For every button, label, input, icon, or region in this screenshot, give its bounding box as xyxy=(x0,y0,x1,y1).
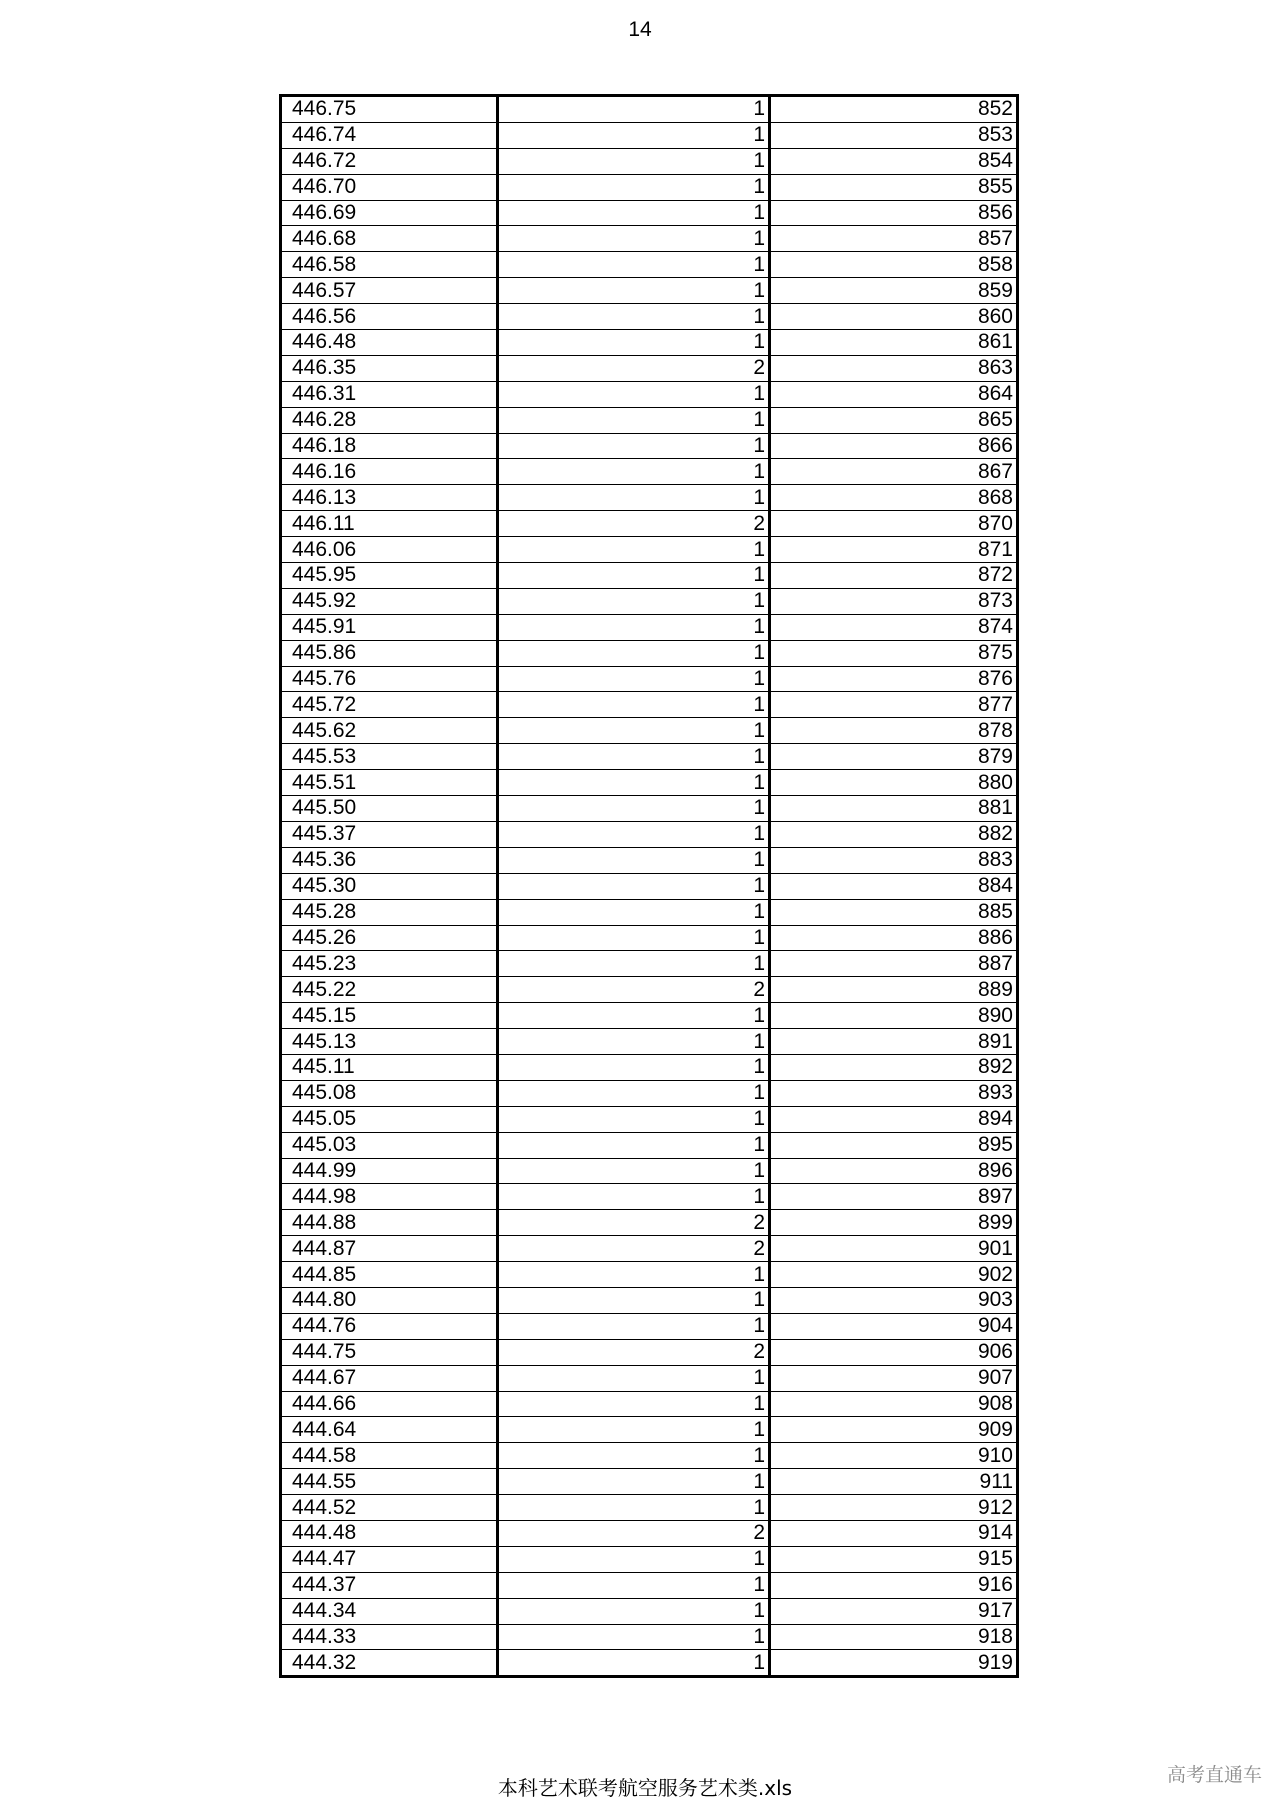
table-row xyxy=(281,200,1018,226)
score-cell: 446.35 xyxy=(281,355,498,381)
count-cell: 1 xyxy=(498,666,770,692)
count-cell: 1 xyxy=(498,200,770,226)
count-cell: 1 xyxy=(498,847,770,873)
table-row xyxy=(281,1495,1018,1521)
score-cell: 445.91 xyxy=(281,614,498,640)
cumulative-cell: 867 xyxy=(770,459,1018,485)
score-cell: 444.32 xyxy=(281,1650,498,1677)
score-cell: 445.28 xyxy=(281,899,498,925)
table-row xyxy=(281,1106,1018,1132)
count-cell: 1 xyxy=(498,899,770,925)
table-row xyxy=(281,744,1018,770)
cumulative-cell: 909 xyxy=(770,1417,1018,1443)
table-row xyxy=(281,122,1018,148)
count-cell: 1 xyxy=(498,381,770,407)
cumulative-cell: 910 xyxy=(770,1443,1018,1469)
cumulative-cell: 917 xyxy=(770,1598,1018,1624)
score-cell: 446.74 xyxy=(281,122,498,148)
cumulative-cell: 871 xyxy=(770,537,1018,563)
cumulative-cell: 855 xyxy=(770,174,1018,200)
table-row xyxy=(281,563,1018,589)
score-cell: 445.62 xyxy=(281,718,498,744)
score-cell: 446.13 xyxy=(281,485,498,511)
table-row xyxy=(281,692,1018,718)
cumulative-cell: 872 xyxy=(770,563,1018,589)
cumulative-cell: 908 xyxy=(770,1391,1018,1417)
count-cell: 1 xyxy=(498,873,770,899)
score-table-body xyxy=(281,96,1018,1677)
table-row xyxy=(281,407,1018,433)
table-row xyxy=(281,148,1018,174)
count-cell: 1 xyxy=(498,1262,770,1288)
cumulative-cell: 880 xyxy=(770,770,1018,796)
page-number: 14 xyxy=(628,18,652,41)
score-cell: 444.58 xyxy=(281,1443,498,1469)
cumulative-cell: 916 xyxy=(770,1572,1018,1598)
score-cell: 444.80 xyxy=(281,1287,498,1313)
cumulative-cell: 854 xyxy=(770,148,1018,174)
count-cell: 1 xyxy=(498,563,770,589)
score-cell: 444.55 xyxy=(281,1469,498,1495)
score-cell: 446.11 xyxy=(281,511,498,537)
score-cell: 444.75 xyxy=(281,1339,498,1365)
count-cell: 1 xyxy=(498,1132,770,1158)
table-row xyxy=(281,1365,1018,1391)
score-cell: 444.47 xyxy=(281,1546,498,1572)
score-cell: 445.86 xyxy=(281,640,498,666)
cumulative-cell: 907 xyxy=(770,1365,1018,1391)
table-row xyxy=(281,1572,1018,1598)
count-cell: 1 xyxy=(498,278,770,304)
score-cell: 445.08 xyxy=(281,1080,498,1106)
table-row xyxy=(281,96,1018,123)
count-cell: 1 xyxy=(498,1080,770,1106)
table-row xyxy=(281,278,1018,304)
table-row xyxy=(281,1339,1018,1365)
table-row xyxy=(281,381,1018,407)
cumulative-cell: 861 xyxy=(770,330,1018,356)
cumulative-cell: 877 xyxy=(770,692,1018,718)
count-cell: 2 xyxy=(498,977,770,1003)
cumulative-cell: 914 xyxy=(770,1520,1018,1546)
cumulative-cell: 889 xyxy=(770,977,1018,1003)
table-row xyxy=(281,847,1018,873)
cumulative-cell: 853 xyxy=(770,122,1018,148)
table-row xyxy=(281,899,1018,925)
cumulative-cell: 883 xyxy=(770,847,1018,873)
cumulative-cell: 918 xyxy=(770,1624,1018,1650)
table-row xyxy=(281,1184,1018,1210)
score-cell: 446.75 xyxy=(281,96,498,123)
table-row xyxy=(281,1210,1018,1236)
cumulative-cell: 878 xyxy=(770,718,1018,744)
table-row xyxy=(281,1469,1018,1495)
cumulative-cell: 919 xyxy=(770,1650,1018,1677)
count-cell: 2 xyxy=(498,1339,770,1365)
count-cell: 1 xyxy=(498,252,770,278)
cumulative-cell: 881 xyxy=(770,796,1018,822)
score-cell: 444.37 xyxy=(281,1572,498,1598)
score-cell: 444.52 xyxy=(281,1495,498,1521)
count-cell: 1 xyxy=(498,692,770,718)
cumulative-cell: 856 xyxy=(770,200,1018,226)
count-cell: 1 xyxy=(498,744,770,770)
cumulative-cell: 863 xyxy=(770,355,1018,381)
count-cell: 1 xyxy=(498,718,770,744)
table-row xyxy=(281,1236,1018,1262)
table-row xyxy=(281,174,1018,200)
cumulative-cell: 876 xyxy=(770,666,1018,692)
score-cell: 444.99 xyxy=(281,1158,498,1184)
count-cell: 1 xyxy=(498,1469,770,1495)
score-cell: 446.58 xyxy=(281,252,498,278)
count-cell: 1 xyxy=(498,1546,770,1572)
count-cell: 1 xyxy=(498,485,770,511)
count-cell: 1 xyxy=(498,1029,770,1055)
count-cell: 1 xyxy=(498,1572,770,1598)
score-table xyxy=(279,94,1019,1678)
cumulative-cell: 896 xyxy=(770,1158,1018,1184)
count-cell: 1 xyxy=(498,951,770,977)
count-cell: 1 xyxy=(498,537,770,563)
table-row xyxy=(281,511,1018,537)
table-row xyxy=(281,252,1018,278)
table-row xyxy=(281,1158,1018,1184)
count-cell: 1 xyxy=(498,330,770,356)
count-cell: 1 xyxy=(498,1003,770,1029)
cumulative-cell: 859 xyxy=(770,278,1018,304)
score-cell: 444.64 xyxy=(281,1417,498,1443)
table-row xyxy=(281,770,1018,796)
count-cell: 1 xyxy=(498,640,770,666)
score-cell: 446.56 xyxy=(281,304,498,330)
table-row xyxy=(281,537,1018,563)
cumulative-cell: 857 xyxy=(770,226,1018,252)
score-cell: 445.15 xyxy=(281,1003,498,1029)
table-row xyxy=(281,1029,1018,1055)
count-cell: 2 xyxy=(498,1520,770,1546)
score-cell: 445.51 xyxy=(281,770,498,796)
score-cell: 446.06 xyxy=(281,537,498,563)
table-row xyxy=(281,485,1018,511)
cumulative-cell: 895 xyxy=(770,1132,1018,1158)
count-cell: 1 xyxy=(498,174,770,200)
cumulative-cell: 893 xyxy=(770,1080,1018,1106)
cumulative-cell: 884 xyxy=(770,873,1018,899)
score-cell: 444.34 xyxy=(281,1598,498,1624)
cumulative-cell: 882 xyxy=(770,821,1018,847)
table-row xyxy=(281,718,1018,744)
score-cell: 446.72 xyxy=(281,148,498,174)
count-cell: 1 xyxy=(498,925,770,951)
table-row xyxy=(281,1520,1018,1546)
count-cell: 1 xyxy=(498,588,770,614)
count-cell: 2 xyxy=(498,355,770,381)
score-cell: 446.48 xyxy=(281,330,498,356)
footer-file-title: 本科艺术联考航空服务艺术类.xls xyxy=(497,1776,793,1800)
score-cell: 446.18 xyxy=(281,433,498,459)
table-row xyxy=(281,1313,1018,1339)
table-row xyxy=(281,1287,1018,1313)
count-cell: 1 xyxy=(498,459,770,485)
cumulative-cell: 886 xyxy=(770,925,1018,951)
cumulative-cell: 858 xyxy=(770,252,1018,278)
score-cell: 446.70 xyxy=(281,174,498,200)
cumulative-cell: 899 xyxy=(770,1210,1018,1236)
cumulative-cell: 865 xyxy=(770,407,1018,433)
table-row xyxy=(281,304,1018,330)
score-cell: 446.16 xyxy=(281,459,498,485)
score-cell: 445.11 xyxy=(281,1054,498,1080)
cumulative-cell: 912 xyxy=(770,1495,1018,1521)
score-cell: 444.85 xyxy=(281,1262,498,1288)
count-cell: 1 xyxy=(498,1417,770,1443)
score-cell: 445.36 xyxy=(281,847,498,873)
cumulative-cell: 868 xyxy=(770,485,1018,511)
count-cell: 1 xyxy=(498,614,770,640)
count-cell: 1 xyxy=(498,1054,770,1080)
score-cell: 445.37 xyxy=(281,821,498,847)
cumulative-cell: 906 xyxy=(770,1339,1018,1365)
cumulative-cell: 864 xyxy=(770,381,1018,407)
table-row xyxy=(281,1054,1018,1080)
table-row xyxy=(281,1443,1018,1469)
score-cell: 444.98 xyxy=(281,1184,498,1210)
table-row xyxy=(281,1624,1018,1650)
cumulative-cell: 890 xyxy=(770,1003,1018,1029)
count-cell: 1 xyxy=(498,1184,770,1210)
count-cell: 1 xyxy=(498,821,770,847)
count-cell: 2 xyxy=(498,1236,770,1262)
cumulative-cell: 901 xyxy=(770,1236,1018,1262)
table-row xyxy=(281,977,1018,1003)
score-cell: 444.33 xyxy=(281,1624,498,1650)
score-cell: 445.26 xyxy=(281,925,498,951)
score-cell: 446.69 xyxy=(281,200,498,226)
table-row xyxy=(281,330,1018,356)
table-row xyxy=(281,640,1018,666)
table-row xyxy=(281,1598,1018,1624)
count-cell: 1 xyxy=(498,1391,770,1417)
count-cell: 1 xyxy=(498,1624,770,1650)
score-cell: 445.22 xyxy=(281,977,498,1003)
count-cell: 1 xyxy=(498,770,770,796)
score-cell: 446.28 xyxy=(281,407,498,433)
cumulative-cell: 852 xyxy=(770,96,1018,123)
table-row xyxy=(281,1132,1018,1158)
count-cell: 1 xyxy=(498,433,770,459)
score-cell: 444.66 xyxy=(281,1391,498,1417)
cumulative-cell: 860 xyxy=(770,304,1018,330)
score-cell: 445.72 xyxy=(281,692,498,718)
count-cell: 1 xyxy=(498,304,770,330)
score-cell: 445.30 xyxy=(281,873,498,899)
cumulative-cell: 911 xyxy=(770,1469,1018,1495)
score-cell: 446.31 xyxy=(281,381,498,407)
table-row xyxy=(281,459,1018,485)
table-row xyxy=(281,796,1018,822)
cumulative-cell: 866 xyxy=(770,433,1018,459)
count-cell: 1 xyxy=(498,1598,770,1624)
cumulative-cell: 897 xyxy=(770,1184,1018,1210)
table-row xyxy=(281,873,1018,899)
count-cell: 2 xyxy=(498,1210,770,1236)
cumulative-cell: 903 xyxy=(770,1287,1018,1313)
table-row xyxy=(281,614,1018,640)
table-row xyxy=(281,925,1018,951)
count-cell: 1 xyxy=(498,1106,770,1132)
cumulative-cell: 870 xyxy=(770,511,1018,537)
table-row xyxy=(281,588,1018,614)
cumulative-cell: 902 xyxy=(770,1262,1018,1288)
score-cell: 445.76 xyxy=(281,666,498,692)
score-cell: 445.23 xyxy=(281,951,498,977)
count-cell: 1 xyxy=(498,407,770,433)
score-cell: 444.67 xyxy=(281,1365,498,1391)
score-cell: 445.13 xyxy=(281,1029,498,1055)
table-row xyxy=(281,1391,1018,1417)
cumulative-cell: 915 xyxy=(770,1546,1018,1572)
count-cell: 1 xyxy=(498,1365,770,1391)
table-row xyxy=(281,1650,1018,1677)
table-row xyxy=(281,666,1018,692)
score-cell: 445.95 xyxy=(281,563,498,589)
count-cell: 1 xyxy=(498,148,770,174)
count-cell: 1 xyxy=(498,96,770,123)
count-cell: 2 xyxy=(498,511,770,537)
score-cell: 444.76 xyxy=(281,1313,498,1339)
score-cell: 446.57 xyxy=(281,278,498,304)
table-row xyxy=(281,226,1018,252)
count-cell: 1 xyxy=(498,1650,770,1677)
table-row xyxy=(281,355,1018,381)
count-cell: 1 xyxy=(498,122,770,148)
table-row xyxy=(281,1417,1018,1443)
count-cell: 1 xyxy=(498,1443,770,1469)
cumulative-cell: 875 xyxy=(770,640,1018,666)
count-cell: 1 xyxy=(498,1313,770,1339)
score-cell: 444.87 xyxy=(281,1236,498,1262)
watermark: 高考直通车 xyxy=(1166,1764,1262,1786)
score-cell: 445.05 xyxy=(281,1106,498,1132)
table-row xyxy=(281,1003,1018,1029)
cumulative-cell: 885 xyxy=(770,899,1018,925)
score-cell: 444.88 xyxy=(281,1210,498,1236)
score-cell: 445.53 xyxy=(281,744,498,770)
cumulative-cell: 891 xyxy=(770,1029,1018,1055)
cumulative-cell: 892 xyxy=(770,1054,1018,1080)
table-row xyxy=(281,821,1018,847)
cumulative-cell: 887 xyxy=(770,951,1018,977)
count-cell: 1 xyxy=(498,226,770,252)
cumulative-cell: 904 xyxy=(770,1313,1018,1339)
cumulative-cell: 873 xyxy=(770,588,1018,614)
cumulative-cell: 879 xyxy=(770,744,1018,770)
score-cell: 445.92 xyxy=(281,588,498,614)
count-cell: 1 xyxy=(498,1495,770,1521)
table-row xyxy=(281,1262,1018,1288)
count-cell: 1 xyxy=(498,1158,770,1184)
table-row xyxy=(281,951,1018,977)
count-cell: 1 xyxy=(498,1287,770,1313)
score-cell: 446.68 xyxy=(281,226,498,252)
score-cell: 444.48 xyxy=(281,1520,498,1546)
score-cell: 445.50 xyxy=(281,796,498,822)
score-cell: 445.03 xyxy=(281,1132,498,1158)
table-row xyxy=(281,1546,1018,1572)
cumulative-cell: 894 xyxy=(770,1106,1018,1132)
count-cell: 1 xyxy=(498,796,770,822)
cumulative-cell: 874 xyxy=(770,614,1018,640)
table-row xyxy=(281,433,1018,459)
table-row xyxy=(281,1080,1018,1106)
